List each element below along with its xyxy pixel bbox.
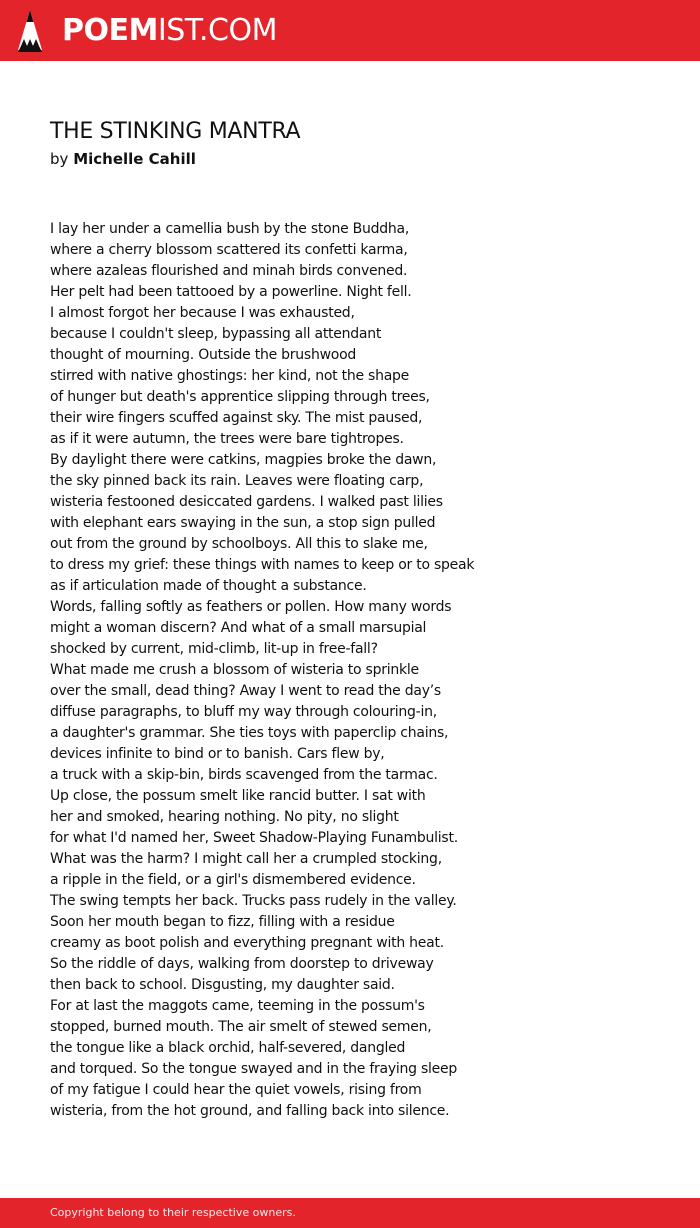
poem-line: diffuse paragraphs, to bluff my way through colouring-in, bbox=[50, 704, 437, 720]
poem-line: What made me crush a blossom of wisteria to sprinkle bbox=[50, 662, 419, 678]
poem-line: a truck with a skip-bin, birds scavenged from the tarmac. bbox=[50, 767, 438, 783]
poem-line: then back to school. Disgusting, my daughter said. bbox=[50, 977, 395, 993]
poem-line: Her pelt had been tattooed by a powerline. Night fell. bbox=[50, 284, 412, 300]
poem-line: stirred with native ghostings: her kind, not the shape bbox=[50, 368, 410, 384]
poem-body bbox=[50, 219, 690, 1122]
author-name: Michelle Cahill bbox=[73, 150, 196, 168]
site-logo-text[interactable] bbox=[62, 12, 277, 50]
poem-line: might a woman discern? And what of a small marsupial bbox=[50, 620, 427, 636]
poem-line: a ripple in the field, or a girl's dismembered evidence. bbox=[50, 872, 416, 888]
poem-line: creamy as boot polish and everything pregnant with heat. bbox=[50, 935, 444, 951]
poem-line: So the riddle of days, walking from doorstep to driveway bbox=[50, 956, 434, 972]
site-footer bbox=[0, 1198, 700, 1228]
pencil-icon[interactable] bbox=[18, 10, 42, 52]
poem-line: where azaleas flourished and minah birds convened. bbox=[50, 263, 408, 279]
poem-line: thought of mourning. Outside the brushwood bbox=[50, 347, 357, 363]
poem-line: because I couldn't sleep, bypassing all attendant bbox=[50, 326, 382, 342]
poem-line: What was the harm? I might call her a crumpled stocking, bbox=[50, 851, 442, 867]
poem-line: out from the ground by schoolboys. All this to slake me, bbox=[50, 536, 428, 552]
poem-line: with elephant ears swaying in the sun, a stop sign pulled bbox=[50, 515, 436, 531]
poem-line: The swing tempts her back. Trucks pass rudely in the valley. bbox=[50, 893, 457, 909]
poem-line: where a cherry blossom scattered its confetti karma, bbox=[50, 242, 408, 258]
poem-line: wisteria, from the hot ground, and falling back into silence. bbox=[50, 1103, 450, 1119]
copyright-text: Copyright belong to their respective owners. bbox=[50, 1206, 296, 1219]
poem-line: a daughter's grammar. She ties toys with paperclip chains, bbox=[50, 725, 449, 741]
poem-line: over the small, dead thing? Away I went to read the day’s bbox=[50, 683, 441, 699]
poem-line: as if it were autumn, the trees were bare tightropes. bbox=[50, 431, 404, 447]
poem-line: wisteria festooned desiccated gardens. I walked past lilies bbox=[50, 494, 443, 510]
poem-line: and torqued. So the tongue swayed and in the fraying sleep bbox=[50, 1061, 458, 1077]
site-header bbox=[0, 0, 700, 61]
poem-line: I almost forgot her because I was exhausted, bbox=[50, 305, 355, 321]
poem-line: the tongue like a black orchid, half-severed, dangled bbox=[50, 1040, 406, 1056]
poem-line: stopped, burned mouth. The air smelt of stewed semen, bbox=[50, 1019, 432, 1035]
poem-line: her and smoked, hearing nothing. No pity, no slight bbox=[50, 809, 399, 825]
poem-line: to dress my grief: these things with names to keep or to speak bbox=[50, 557, 475, 573]
poem-line: for what I'd named her, Sweet Shadow-Playing Funambulist. bbox=[50, 830, 458, 846]
poem-byline bbox=[50, 149, 196, 169]
poem-line: I lay her under a camellia bush by the stone Buddha, bbox=[50, 221, 410, 237]
poem-line: as if articulation made of thought a substance. bbox=[50, 578, 367, 594]
poem-title: THE STINKING MANTRA bbox=[50, 119, 301, 144]
poem-line: their wire fingers scuffed against sky. The mist paused, bbox=[50, 410, 423, 426]
poem-line: of my fatigue I could hear the quiet vowels, rising from bbox=[50, 1082, 422, 1098]
poem-line: of hunger but death's apprentice slipping through trees, bbox=[50, 389, 430, 405]
poem-line: Words, falling softly as feathers or pollen. How many words bbox=[50, 599, 452, 615]
by-label: by bbox=[50, 150, 69, 168]
brand-bold: POEM bbox=[62, 13, 158, 48]
brand-light: IST.COM bbox=[157, 13, 277, 48]
poem-line: By daylight there were catkins, magpies broke the dawn, bbox=[50, 452, 437, 468]
poem-line: For at last the maggots came, teeming in the possum's bbox=[50, 998, 425, 1014]
poem-line: devices infinite to bind or to banish. Cars flew by, bbox=[50, 746, 385, 762]
poem-line: Soon her mouth began to fizz, filling with a residue bbox=[50, 914, 395, 930]
poem-line: Up close, the possum smelt like rancid butter. I sat with bbox=[50, 788, 426, 804]
poem-line: shocked by current, mid-climb, lit-up in free-fall? bbox=[50, 641, 378, 657]
poem-line: the sky pinned back its rain. Leaves were floating carp, bbox=[50, 473, 424, 489]
